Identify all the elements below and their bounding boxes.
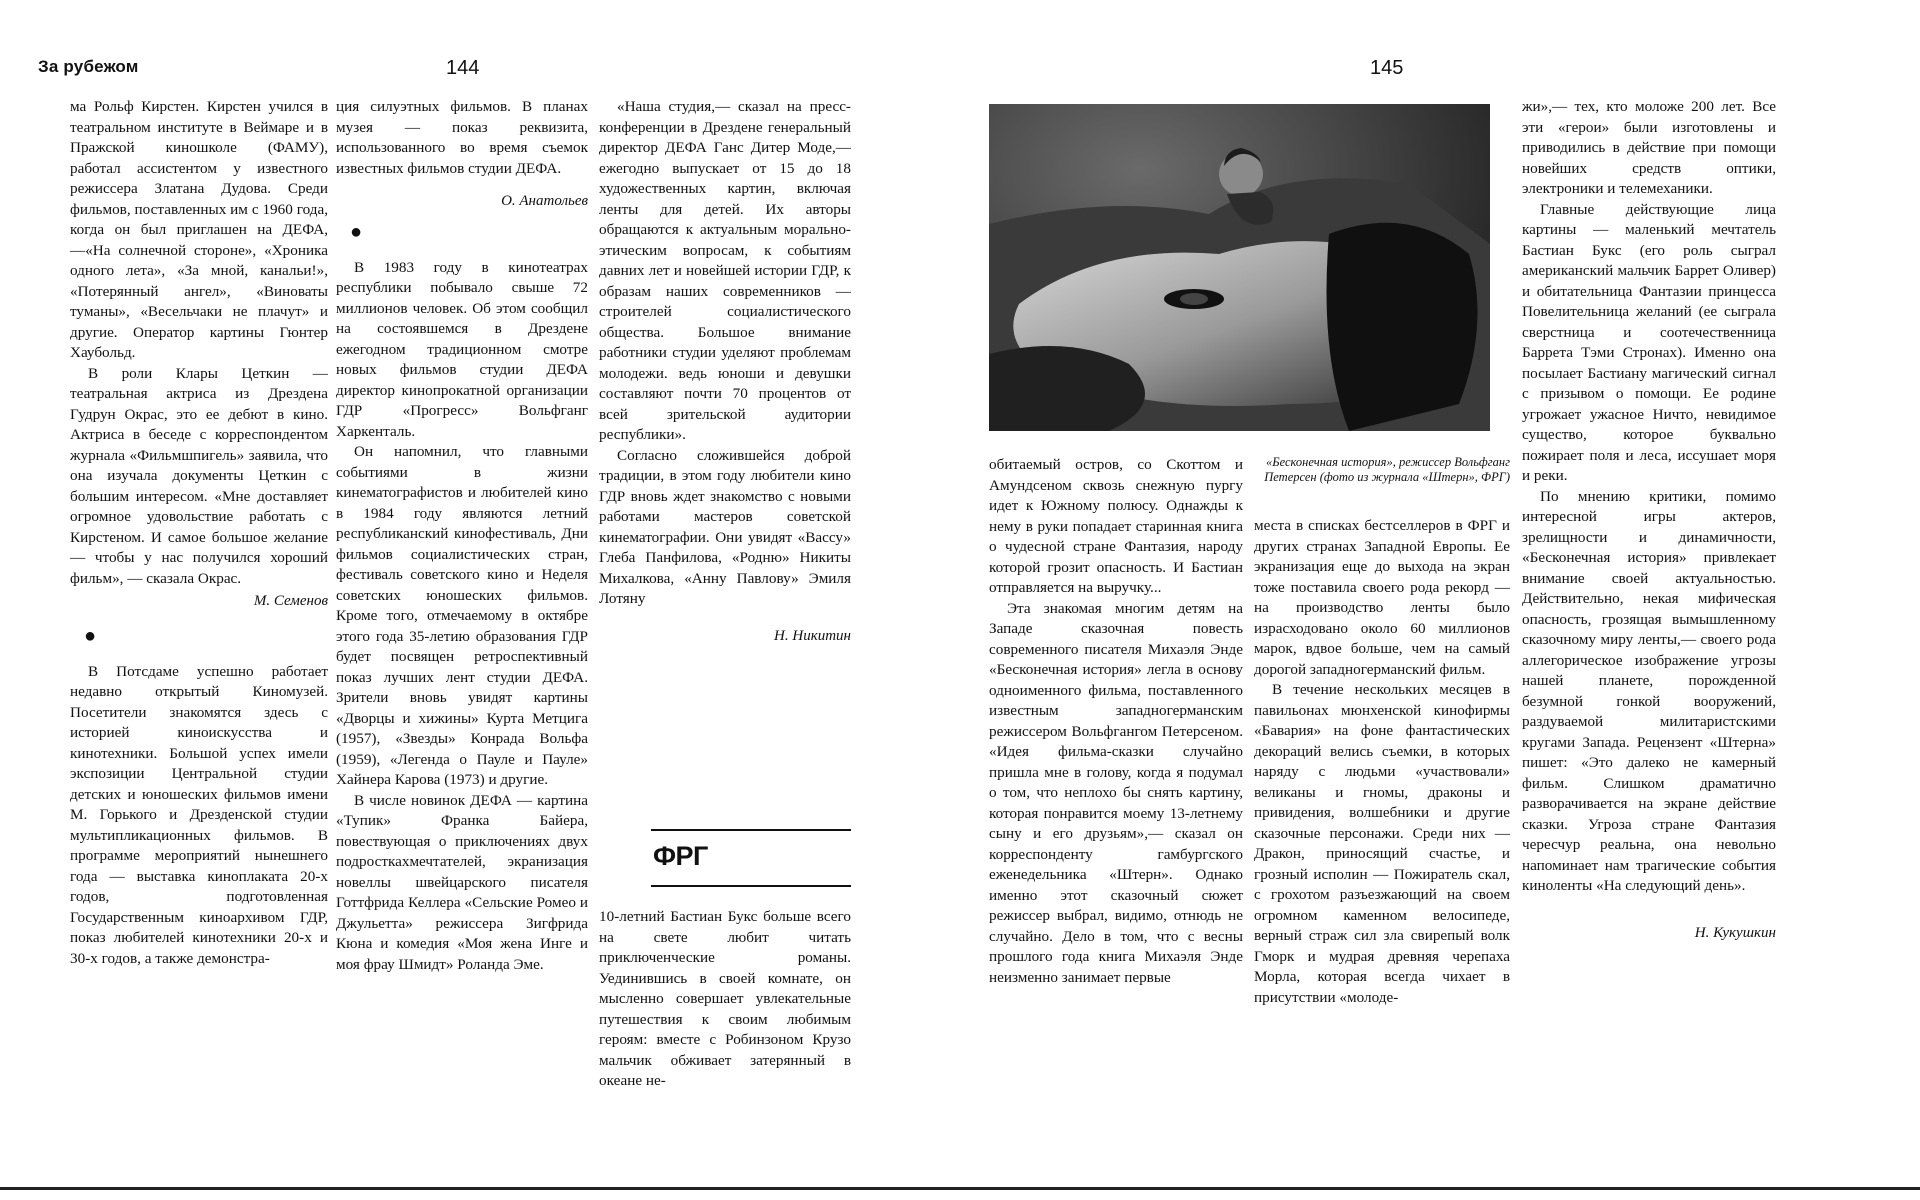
author-signature: Н. Кукушкин — [1694, 924, 1776, 941]
paragraph: ма Рольф Кирстен. Кирстен учился в театральном институте в Веймаре и в Пражской киношколе (ФАМУ), работал ассистентом у известного режиссера Златана Дудова. Среди фильмов, поставленных им с 1960 года, когда он был приглашен на ДЕФА,—«На солнечной стороне», «Хроника одного лета», «За мной, канальи!», «Потерянный ангел», «Виноваты туманы», «Весельчаки не плачут» и другие. Оператор картины Гюнтер Хаубольд. — [70, 98, 328, 361]
paragraph: жи»,— тех, кто моложе 200 лет. Все эти «герои» были изготовлены и приводились в действие при помощи новейших средств оптики, электроники и телемеханики. — [1522, 98, 1776, 197]
paragraph: места в списках бестселлеров в ФРГ и других странах Западной Европы. Ее экранизация еще до выхода на экран тоже поставила своего рода рекорд — на производство ленты было израсходовано около 60 миллионов марок, вдвое больше, чем на самый дорогой западногерманский фильм. — [1254, 517, 1510, 678]
paragraph: ция силуэтных фильмов. В планах музея — показ реквизита, использованного во время съемок известных фильмов студии ДЕФА. — [336, 98, 588, 177]
page-number-right: 145 — [1370, 57, 1404, 79]
film-still-illustration — [989, 104, 1490, 431]
paragraph: В роли Клары Цеткин — театральная актриса из Дрездена Гудрун Окрас, это ее дебют в кино. Актриса в беседе с корреспондентом журнала «Фильмшпигель» заявила, что она изучала документы Цеткин с большим интересом. «Мне доставляет огромное удовольствие работать с Кирстеном. И самое большое желание — чтобы у нас получился хороший фильм», — сказала Окрас. — [70, 364, 328, 587]
paragraph: В Потсдаме успешно работает недавно открытый Киномузей. Посетители знакомятся здесь с историей киноискусства и кинотехники. Большой успех имели экспозиции Центральной студии детских и юношеских фильмов имени М. Горького и Дрезденской студии мультипликационных фильмов. В программе мероприятий нынешнего года — выставка киноплаката 20-х годов, подготовленная Государственным киноархивом ГДР, показ любителей кинотехники 20-х и 30-х годов, а также демонстра- — [70, 662, 328, 967]
section-heading-text: ФРГ — [653, 841, 708, 871]
author-signature: М. Семенов — [253, 593, 328, 609]
paragraph: В числе новинок ДЕФА — картина «Тупик» Франка Байера, повествующая о приключениях двух подросткахмечтателей, экранизация новеллы швейцарского писателя Готтфрида Келлера «Сельские Ромео и Джульетта» режиссера Зигфрида Кюна и комедия «Моя жена Инге и моя фрау Шмидт» Роланда Эме. — [336, 791, 588, 973]
column-5 — [1254, 516, 1510, 1008]
paragraph: По мнению критики, помимо интересной игры актеров, зрелищности и динамичности, «Бесконечная история» привлекает внимание своей актуальностью. Действительно, некая мифическая опасность, грозящая вымышленному сказочному миру ленты,— своего рода аллегорическое изображение угрозы нашей планете, порожденной безумной гонкой вооружений, раздуваемой милитаристскими кругами Запада. Рецензент «Штерна» пишет: «Это далеко не камерный фильм. Слишком драматично разворачивается на экране действие сказки. Угроза стране Фантазия чересчур реальна, она невольно напоминает нам трагические события киноленты «На следующий день». — [1522, 487, 1776, 894]
paragraph: В течение нескольких месяцев в павильонах мюнхенской кинофирмы «Бавария» на фоне фантастических декораций велись съемки, в которых наряду с людьми «участвовали» великаны и гномы, драконы и привидения, волшебники и другие сказочные персонажи. Среди них — Дракон, приносящий счастье, и грозный исполин — Пожиратель скал, с грохотом разъезжающий на своем огромном каменном велосипеде, верный страж сил зла свирепый волк Гморк и мудрая древняя черепаха Морла, которая всегда чихает в присутствии «молоде- — [1254, 681, 1510, 1006]
paragraph: «Наша студия,— сказал на пресс-конференции в Дрездене генеральный директор ДЕФА Ганс Дитер Моде,— ежегодно выпускает от 15 до 18 художественных картин, включая ленты для детей. Их авторы обращаются к актуальным морально-этическим вопросам, к событиям давних лет и новейшей истории ГДР, к образам наших современников — строителей социалистического общества. Большое внимание работники студии уделяют проблемам молодежи. ведь юноши и девушки составляют почти 70 процентов от всей зрительской аудитории республики». — [599, 98, 851, 443]
photo-caption: «Бесконечная история», режиссер Вольфганг Петерсен (фото из журнала «Штерн», ФРГ) — [1264, 455, 1510, 484]
paragraph: Он напомнил, что главными событиями в жизни кинематографистов и любителей кино в 1984 году являются летний республиканский кинофестиваль, Дни фильмов социалистических стран, фестиваль советского кино и Неделя советских юношеских фильмов. Кроме того, отмечаемому в октябре этого года 35-летию образования ГДР будет посвящен ретроспективный показ лучших лент студии ДЕФА. Зрители вновь увидят картины «Дворцы и хижины» Курта Метцига (1957), «Звезды» Конрада Вольфа (1959), «Легенда о Пауле и Пауле» Хайнера Карова (1973) и другие. — [336, 443, 588, 788]
bullet-separator: ● — [84, 624, 97, 647]
author-signature: О. Анатольев — [501, 193, 588, 209]
film-still-photo — [989, 104, 1490, 431]
column-3 — [599, 97, 851, 646]
paragraph: Согласно сложившейся доброй традиции, в этом году любители кино ГДР вновь ждет знакомство с новыми работами мастеров советской кинематографии. Они увидят «Вассу» Глеба Панфилова, «Родню» Никиты Михалкова, «Анну Павлову» Эмиля Лотяну — [599, 446, 851, 607]
column-1 — [70, 97, 328, 969]
section-heading-frg — [651, 829, 851, 887]
paragraph: В 1983 году в кинотеатрах республики побывало свыше 72 миллионов человек. Об этом сообщил на состоявшемся в Дрездене ежегодном традиционном смотре новых фильмов студии ДЕФА директор кинопрокатной организации ГДР «Прогресс» Вольфганг Харкенталь. — [336, 258, 588, 440]
author-signature: Н. Никитин — [774, 627, 851, 644]
page-number-left: 144 — [446, 57, 480, 79]
bullet-separator: ● — [350, 220, 363, 243]
bottom-rule — [0, 1187, 1920, 1190]
paragraph: Эта знакомая многим детям на Западе сказочная повесть современного писателя Михаэля Энде «Бесконечная история» легла в основу одноименного фильма, поставленного известным западногерманским режиссером Вольфгангом Петерсеном. «Идея фильма-сказки случайно пришла мне в голову, когда я подумал о том, что неплохо бы снять картину, которая понравится моему 13-летнему сыну и его друзьям»,— сказал он корреспонденту гамбургского еженедельника «Штерн». Однако именно этот сказочный сюжет режиссер выбрал, видимо, отнюдь не случайно. Дело в том, что с весны прошлого года книга Михаэля Энде неизменно занимает первые — [989, 599, 1243, 986]
paragraph: Главные действующие лица картины — маленький мечтатель Бастиан Букс (его роль сыграл американский мальчик Баррет Оливер) и обитательница Фантазии принцесса Повелительница желаний (ее сыграла сверстница и соотечественница Баррета Тэми Стронах). Именно она посылает Бастиану магический сигнал с призывом о помощи. Ее родине угрожает ужасное Ничто, невидимое существо, которое буквально пожирает поля и леса, иссушает моря и реки. — [1522, 200, 1776, 484]
section-label: За рубежом — [38, 57, 139, 76]
column-3-lower — [599, 907, 851, 1092]
column-2 — [336, 97, 588, 975]
paragraph: 10-летний Бастиан Букс больше всего на свете любит читать приключенческие романы. Уединившись в своей комнате, он мысленно совершает увлекательные путешествия к своим любимым героям: вместе с Робинзоном Крузо мальчик обживает затерянный в океане не- — [599, 908, 851, 1089]
column-4 — [989, 455, 1243, 988]
column-6 — [1522, 97, 1776, 943]
paragraph: обитаемый остров, со Скоттом и Амундсеном сквозь снежную пургу идет к Южному полюсу. Однажды к нему в руки попадает старинная книга о чудесной стране Фантазия, народу которой грозит опасность. И Бастиан отправляется на выручку... — [989, 456, 1243, 596]
